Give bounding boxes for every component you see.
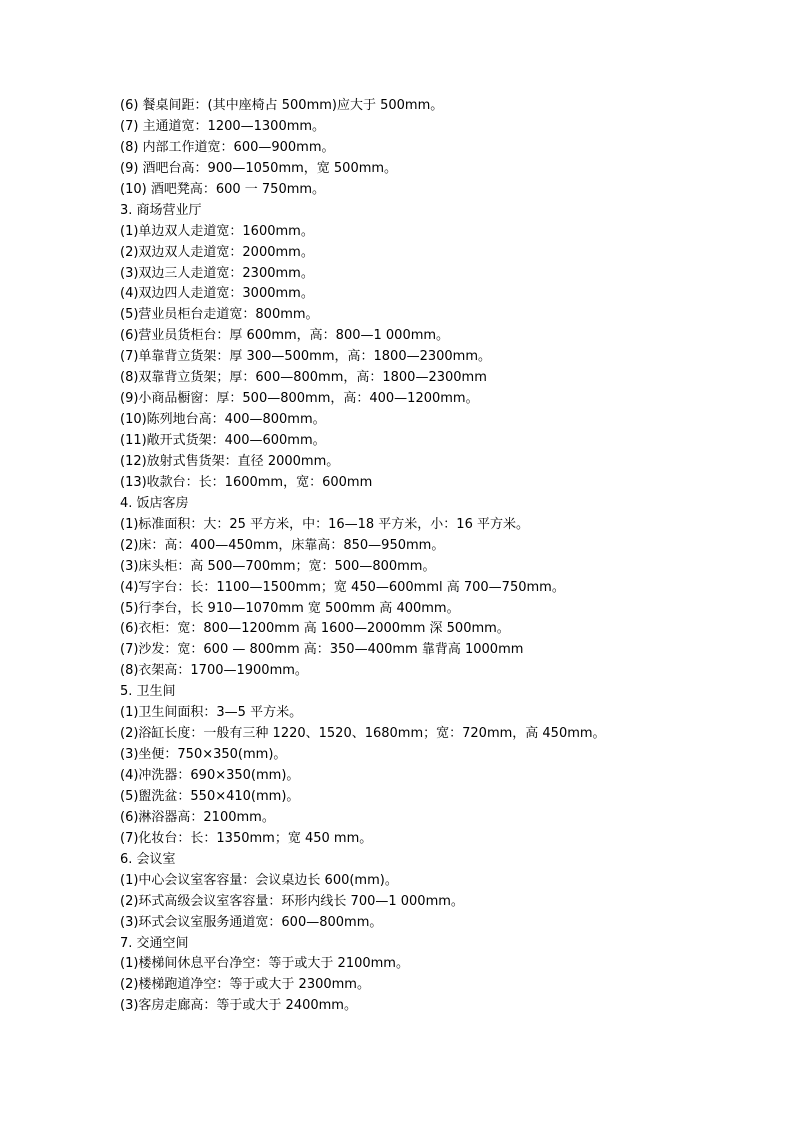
section-heading: 3. 商场营业厅 [120,202,202,218]
text-line: (1)单边双人走道宽：1600mm。 [120,223,314,239]
text-line: (8)衣架高：1700—1900mm。 [120,663,308,679]
text-line: (1)标准面积：大：25 平方米，中：16—18 平方米，小：16 平方米。 [120,516,529,532]
text-line: (2)楼梯跑道净空：等于或大于 2300mm。 [120,977,370,993]
text-line: (11)敞开式货架：400—600mm。 [120,433,326,448]
text-line: (6)淋浴器高：2100mm。 [120,809,275,825]
text-line: (9) 酒吧台高：900—1050mm，宽 500mm。 [120,160,398,176]
text-line: (4)双边四人走道宽：3000mm。 [120,286,314,302]
text-line: (12)放射式售货架：直径 2000mm。 [120,453,340,469]
text-line: (7)化妆台：长：1350mm；宽 450 mm。 [120,830,373,846]
text-line: (3)坐便：750×350(mm)。 [120,747,287,763]
text-line: (5)行李台，长 910—1070mm 宽 500mm 高 400mm。 [120,600,460,616]
text-line: (8) 内部工作道宽：600—900mm。 [120,139,335,155]
text-line: (3)环式会议室服务通道宽：600—800mm。 [120,914,383,930]
section-heading: 4. 饭店客房 [120,495,189,511]
text-line: (6)营业员货柜台：厚 600mm，高：800—1 000mm。 [120,328,450,344]
text-line: (6) 餐桌间距：(其中座椅占 500mm)应大于 500mm。 [120,98,444,113]
document-page [120,96,740,1017]
text-line: (7)单靠背立货架：厚 300—500mm，高：1800—2300mm。 [120,349,491,365]
text-line: (6)衣柜：宽：800—1200mm 高 1600—2000mm 深 500mm。 [120,621,510,637]
text-line: (4)写字台：长：1100—1500mm；宽 450—600mml 高 700—750mm。 [120,579,565,595]
text-line: (8)双靠背立货架；厚：600—800mm，高：1800—2300mm [120,370,487,386]
text-line: (7) 主通道宽：1200—1300mm。 [120,118,326,134]
text-line: (7)沙发：宽：600 — 800mm 高：350—400mm 靠背高 1000mm [120,642,524,658]
text-line: (3)双边三人走道宽：2300mm。 [120,265,314,281]
text-line: (5)营业员柜台走道宽：800mm。 [120,307,319,323]
text-line: (2)环式高级会议室客容量：环形内线长 700—1 000mm。 [120,893,464,909]
text-line: (13)收款台：长：1600mm，宽：600mm [120,474,373,490]
text-line: (5)盥洗盆：550×410(mm)。 [120,788,300,804]
text-line: (2)双边双人走道宽：2000mm。 [120,244,314,260]
text-line: (9)小商品橱窗：厚：500—800mm，高：400—1200mm。 [120,391,479,407]
text-line: (1)卫生间面积：3—5 平方米。 [120,705,303,721]
text-line: (10)陈列地台高：400—800mm。 [120,412,326,428]
text-line: (3)床头柜：高 500—700mm；宽：500—800mm。 [120,558,436,574]
text-line: (1)楼梯间休息平台净空：等于或大于 2100mm。 [120,956,409,972]
text-line: (4)冲洗器：690×350(mm)。 [120,768,300,783]
text-line: (10) 酒吧凳高：600 一 750mm。 [120,181,326,197]
text-line: (2)浴缸长度：一般有三种 1220、1520、1680mm；宽：720mm，高 450mm。 [120,726,606,742]
section-heading: 7. 交通空间 [120,935,189,951]
text-line: (2)床：高：400—450mm，床靠高：850—950mm。 [120,537,445,553]
text-line: (1)中心会议室客容量：会议桌边长 600(mm)。 [120,872,398,888]
text-line: (3)客房走廊高：等于或大于 2400mm。 [120,998,357,1014]
section-heading: 5. 卫生间 [120,684,176,700]
section-heading: 6. 会议室 [120,851,176,867]
